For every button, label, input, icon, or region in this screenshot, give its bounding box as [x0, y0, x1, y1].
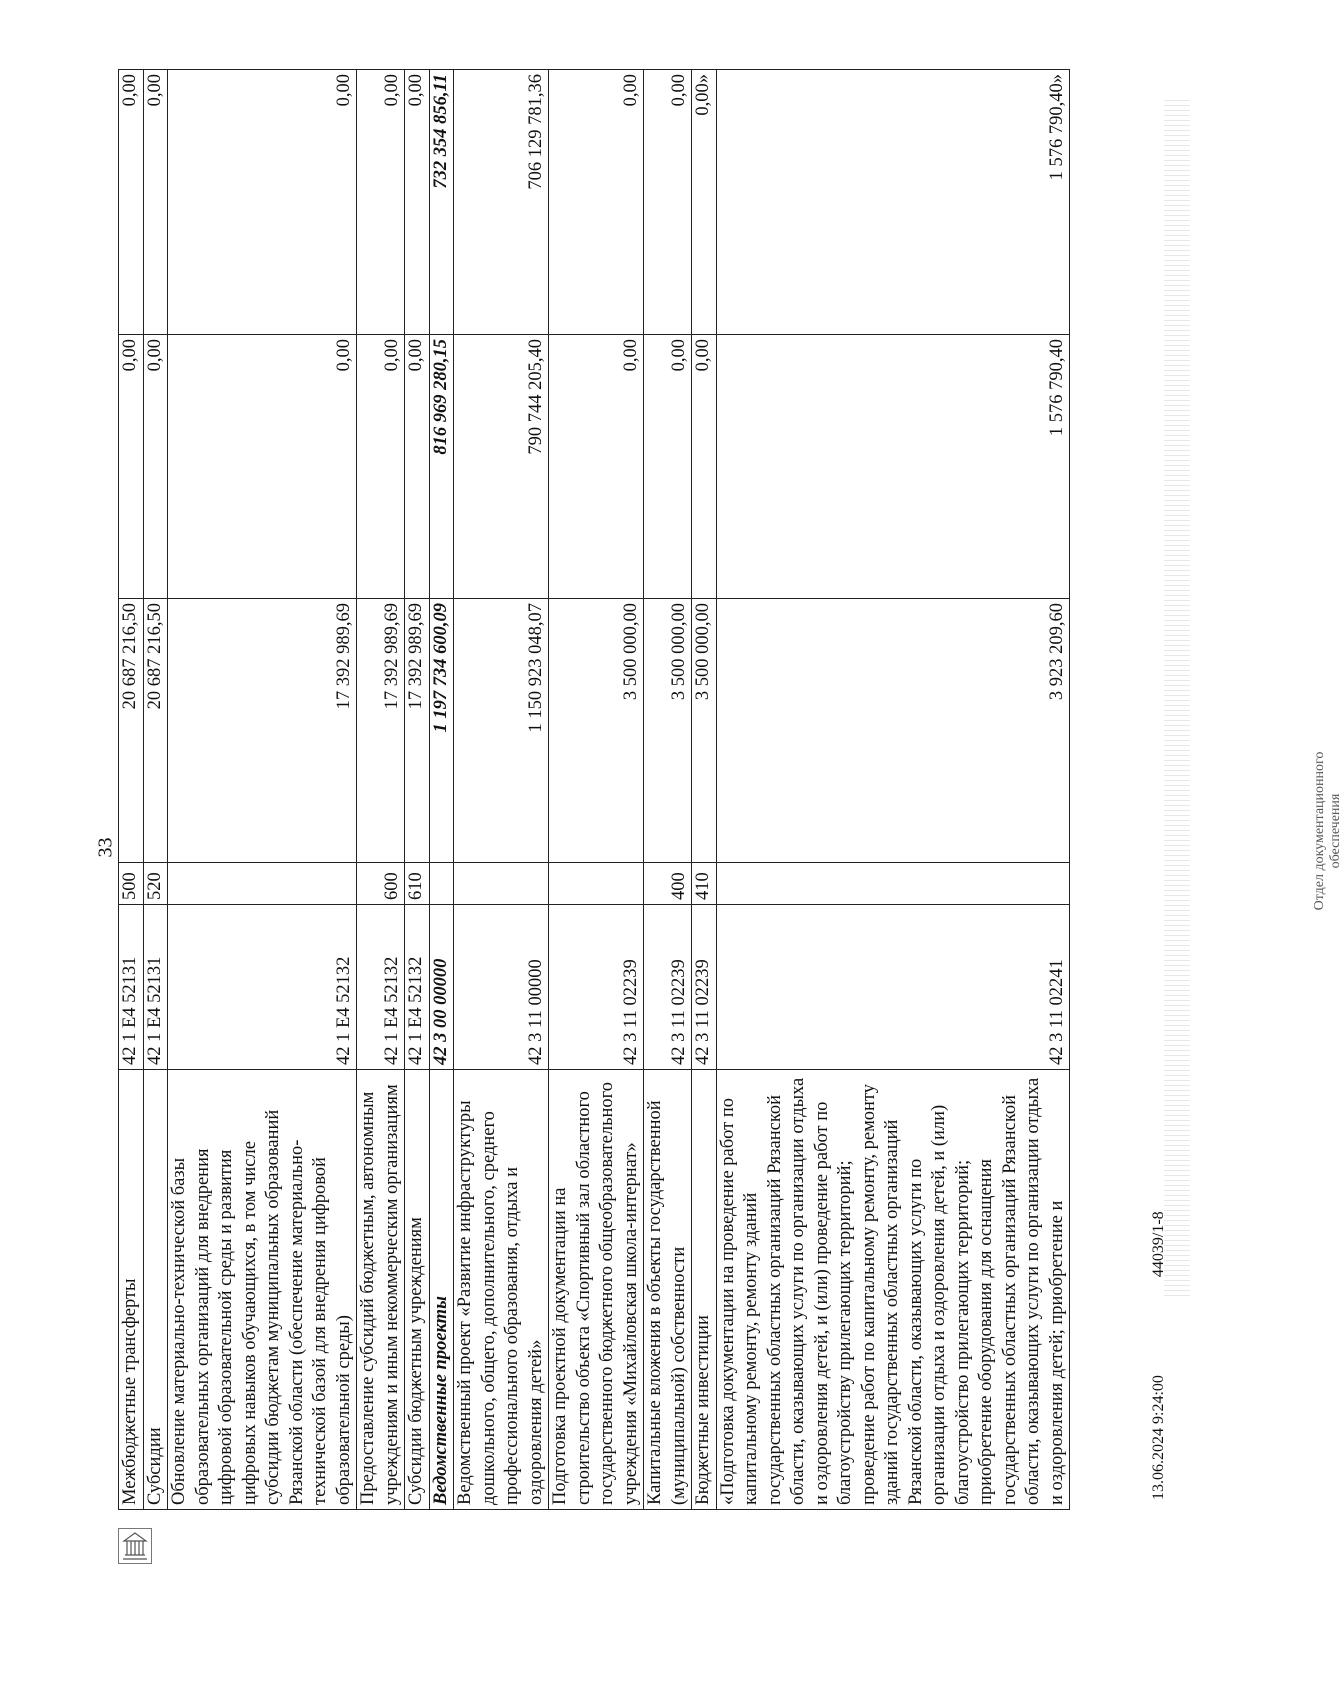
- footer-date: 13.06.2024 9:24:00: [1150, 1375, 1167, 1500]
- row-name: Предоставление субсидий бюджетным, автономным учреждениям и иным некоммерческим организациям: [357, 1070, 405, 1510]
- row-value-3: 732 354 856,11: [429, 70, 454, 335]
- row-value-2: 790 744 205,40: [454, 335, 549, 599]
- table-row: [716, 70, 1070, 1510]
- row-value-2: 1 576 790,40: [716, 335, 1070, 599]
- row-value-3: 0,00: [119, 70, 144, 335]
- row-expense-type: 610: [405, 863, 430, 905]
- row-name: Субсидии бюджетным учреждениям: [405, 1070, 430, 1510]
- row-name: Бюджетные инвестиции: [692, 1070, 717, 1510]
- row-name: Капитальные вложения в объекты государственной (муниципальной) собственности: [644, 1070, 692, 1510]
- row-value-1: 1 150 923 048,07: [454, 599, 549, 863]
- row-value-3: 0,00: [549, 70, 644, 335]
- row-expense-type: [168, 863, 357, 905]
- row-value-3: 0,00: [405, 70, 430, 335]
- row-value-1: 20 687 216,50: [143, 599, 168, 863]
- row-name: Межбюджетные трансферты: [119, 1070, 144, 1510]
- row-value-2: 0,00: [119, 335, 144, 599]
- barcode: [1164, 100, 1190, 1300]
- table-row: [429, 70, 454, 1510]
- row-value-2: 0,00: [143, 335, 168, 599]
- row-value-2: 0,00: [644, 335, 692, 599]
- row-value-2: 0,00: [549, 335, 644, 599]
- row-name: «Подготовка документации на проведение работ по капитальному ремонту, ремонту зданий государственных областных организаций Рязанской области, оказывающих услуги по организации отдыха и оздоровления детей, и (или) проведение работ по благоустройству прилегающих территорий; проведение работ по капитальному ремонту, ремонту зданий государственных областных организаций Рязанской области, оказывающих услуги по организации отдыха и оздоровления детей, и (или) благоустройство прилегающих территорий; приобретение оборудования для оснащения государственных областных организаций Рязанской области, оказывающих услуги по организации отдыха и оздоровления детей; приобретение и: [716, 1070, 1070, 1510]
- row-code: 42 1 E4 52131: [143, 905, 168, 1070]
- row-code: 42 3 00 00000: [429, 905, 454, 1070]
- table-row: [405, 70, 430, 1510]
- row-name: Ведомственные проекты: [429, 1070, 454, 1510]
- department-stamp: [1312, 731, 1344, 931]
- row-value-3: 1 576 790,40»: [716, 70, 1070, 335]
- row-expense-type: [716, 863, 1070, 905]
- archive-logo-icon: [118, 1528, 152, 1564]
- row-value-2: 0,00: [168, 335, 357, 599]
- row-value-1: 3 500 000,00: [644, 599, 692, 863]
- row-value-3: 0,00: [644, 70, 692, 335]
- row-code: 42 1 E4 52132: [168, 905, 357, 1070]
- row-value-3: 0,00: [357, 70, 405, 335]
- budget-table-body: [119, 70, 1070, 1510]
- row-value-1: 17 392 989,69: [357, 599, 405, 863]
- budget-table: [118, 69, 1070, 1510]
- row-expense-type: 520: [143, 863, 168, 905]
- row-value-2: 0,00: [692, 335, 717, 599]
- footer-doc-number: 44039/1-8: [1150, 1211, 1167, 1278]
- footer: [1150, 1200, 1168, 1500]
- row-name: Подготовка проектной документации на строительство объекта «Спортивный зал областного государственного бюджетного общеобразовательного учреждения «Михайловская школа-интернат»: [549, 1070, 644, 1510]
- table-row: [644, 70, 692, 1510]
- row-expense-type: [429, 863, 454, 905]
- row-value-3: 706 129 781,36: [454, 70, 549, 335]
- row-expense-type: 600: [357, 863, 405, 905]
- row-value-3: 0,00»: [692, 70, 717, 335]
- budget-table-container: [118, 70, 1067, 1510]
- table-row: [549, 70, 644, 1510]
- row-name: Обновление материально-технической базы образовательных организаций для внедрения цифровой образовательной среды и развития цифровых навыков обучающихся, в том числе субсидии бюджетам муниципальных образований Рязанской области (обеспечение материально-технической базой для внедрения цифровой образовательной среды): [168, 1070, 357, 1510]
- row-expense-type: 400: [644, 863, 692, 905]
- row-value-3: 0,00: [168, 70, 357, 335]
- table-row: [454, 70, 549, 1510]
- row-code: 42 1 E4 52132: [405, 905, 430, 1070]
- row-expense-type: [549, 863, 644, 905]
- row-value-1: 17 392 989,69: [405, 599, 430, 863]
- row-value-3: 0,00: [143, 70, 168, 335]
- row-code: 42 3 11 02239: [644, 905, 692, 1070]
- table-row: [119, 70, 144, 1510]
- row-expense-type: [454, 863, 549, 905]
- row-value-1: 1 197 734 600,09: [429, 599, 454, 863]
- page-number: 33: [94, 837, 117, 858]
- row-code: 42 1 E4 52132: [357, 905, 405, 1070]
- table-row: [692, 70, 717, 1510]
- row-value-2: 0,00: [405, 335, 430, 599]
- row-code: 42 1 E4 52131: [119, 905, 144, 1070]
- row-value-1: 17 392 989,69: [168, 599, 357, 863]
- row-value-1: 20 687 216,50: [119, 599, 144, 863]
- row-code: 42 3 11 02239: [692, 905, 717, 1070]
- stamp-line-2: обеспечения: [1328, 793, 1343, 869]
- row-code: 42 3 11 02241: [716, 905, 1070, 1070]
- row-value-2: 0,00: [357, 335, 405, 599]
- row-value-1: 3 923 209,60: [716, 599, 1070, 863]
- row-expense-type: 500: [119, 863, 144, 905]
- row-value-2: 816 969 280,15: [429, 335, 454, 599]
- table-row: [168, 70, 357, 1510]
- row-name: Субсидии: [143, 1070, 168, 1510]
- stamp-line-1: Отдел документационного: [1312, 751, 1327, 911]
- row-code: 42 3 11 00000: [454, 905, 549, 1070]
- table-row: [357, 70, 405, 1510]
- row-value-1: 3 500 000,00: [692, 599, 717, 863]
- table-row: [143, 70, 168, 1510]
- row-expense-type: 410: [692, 863, 717, 905]
- row-code: 42 3 11 02239: [549, 905, 644, 1070]
- row-name: Ведомственный проект «Развитие инфраструктуры дошкольного, общего, дополнительного, среднего профессионального образования, отдыха и оздоровления детей»: [454, 1070, 549, 1510]
- row-value-1: 3 500 000,00: [549, 599, 644, 863]
